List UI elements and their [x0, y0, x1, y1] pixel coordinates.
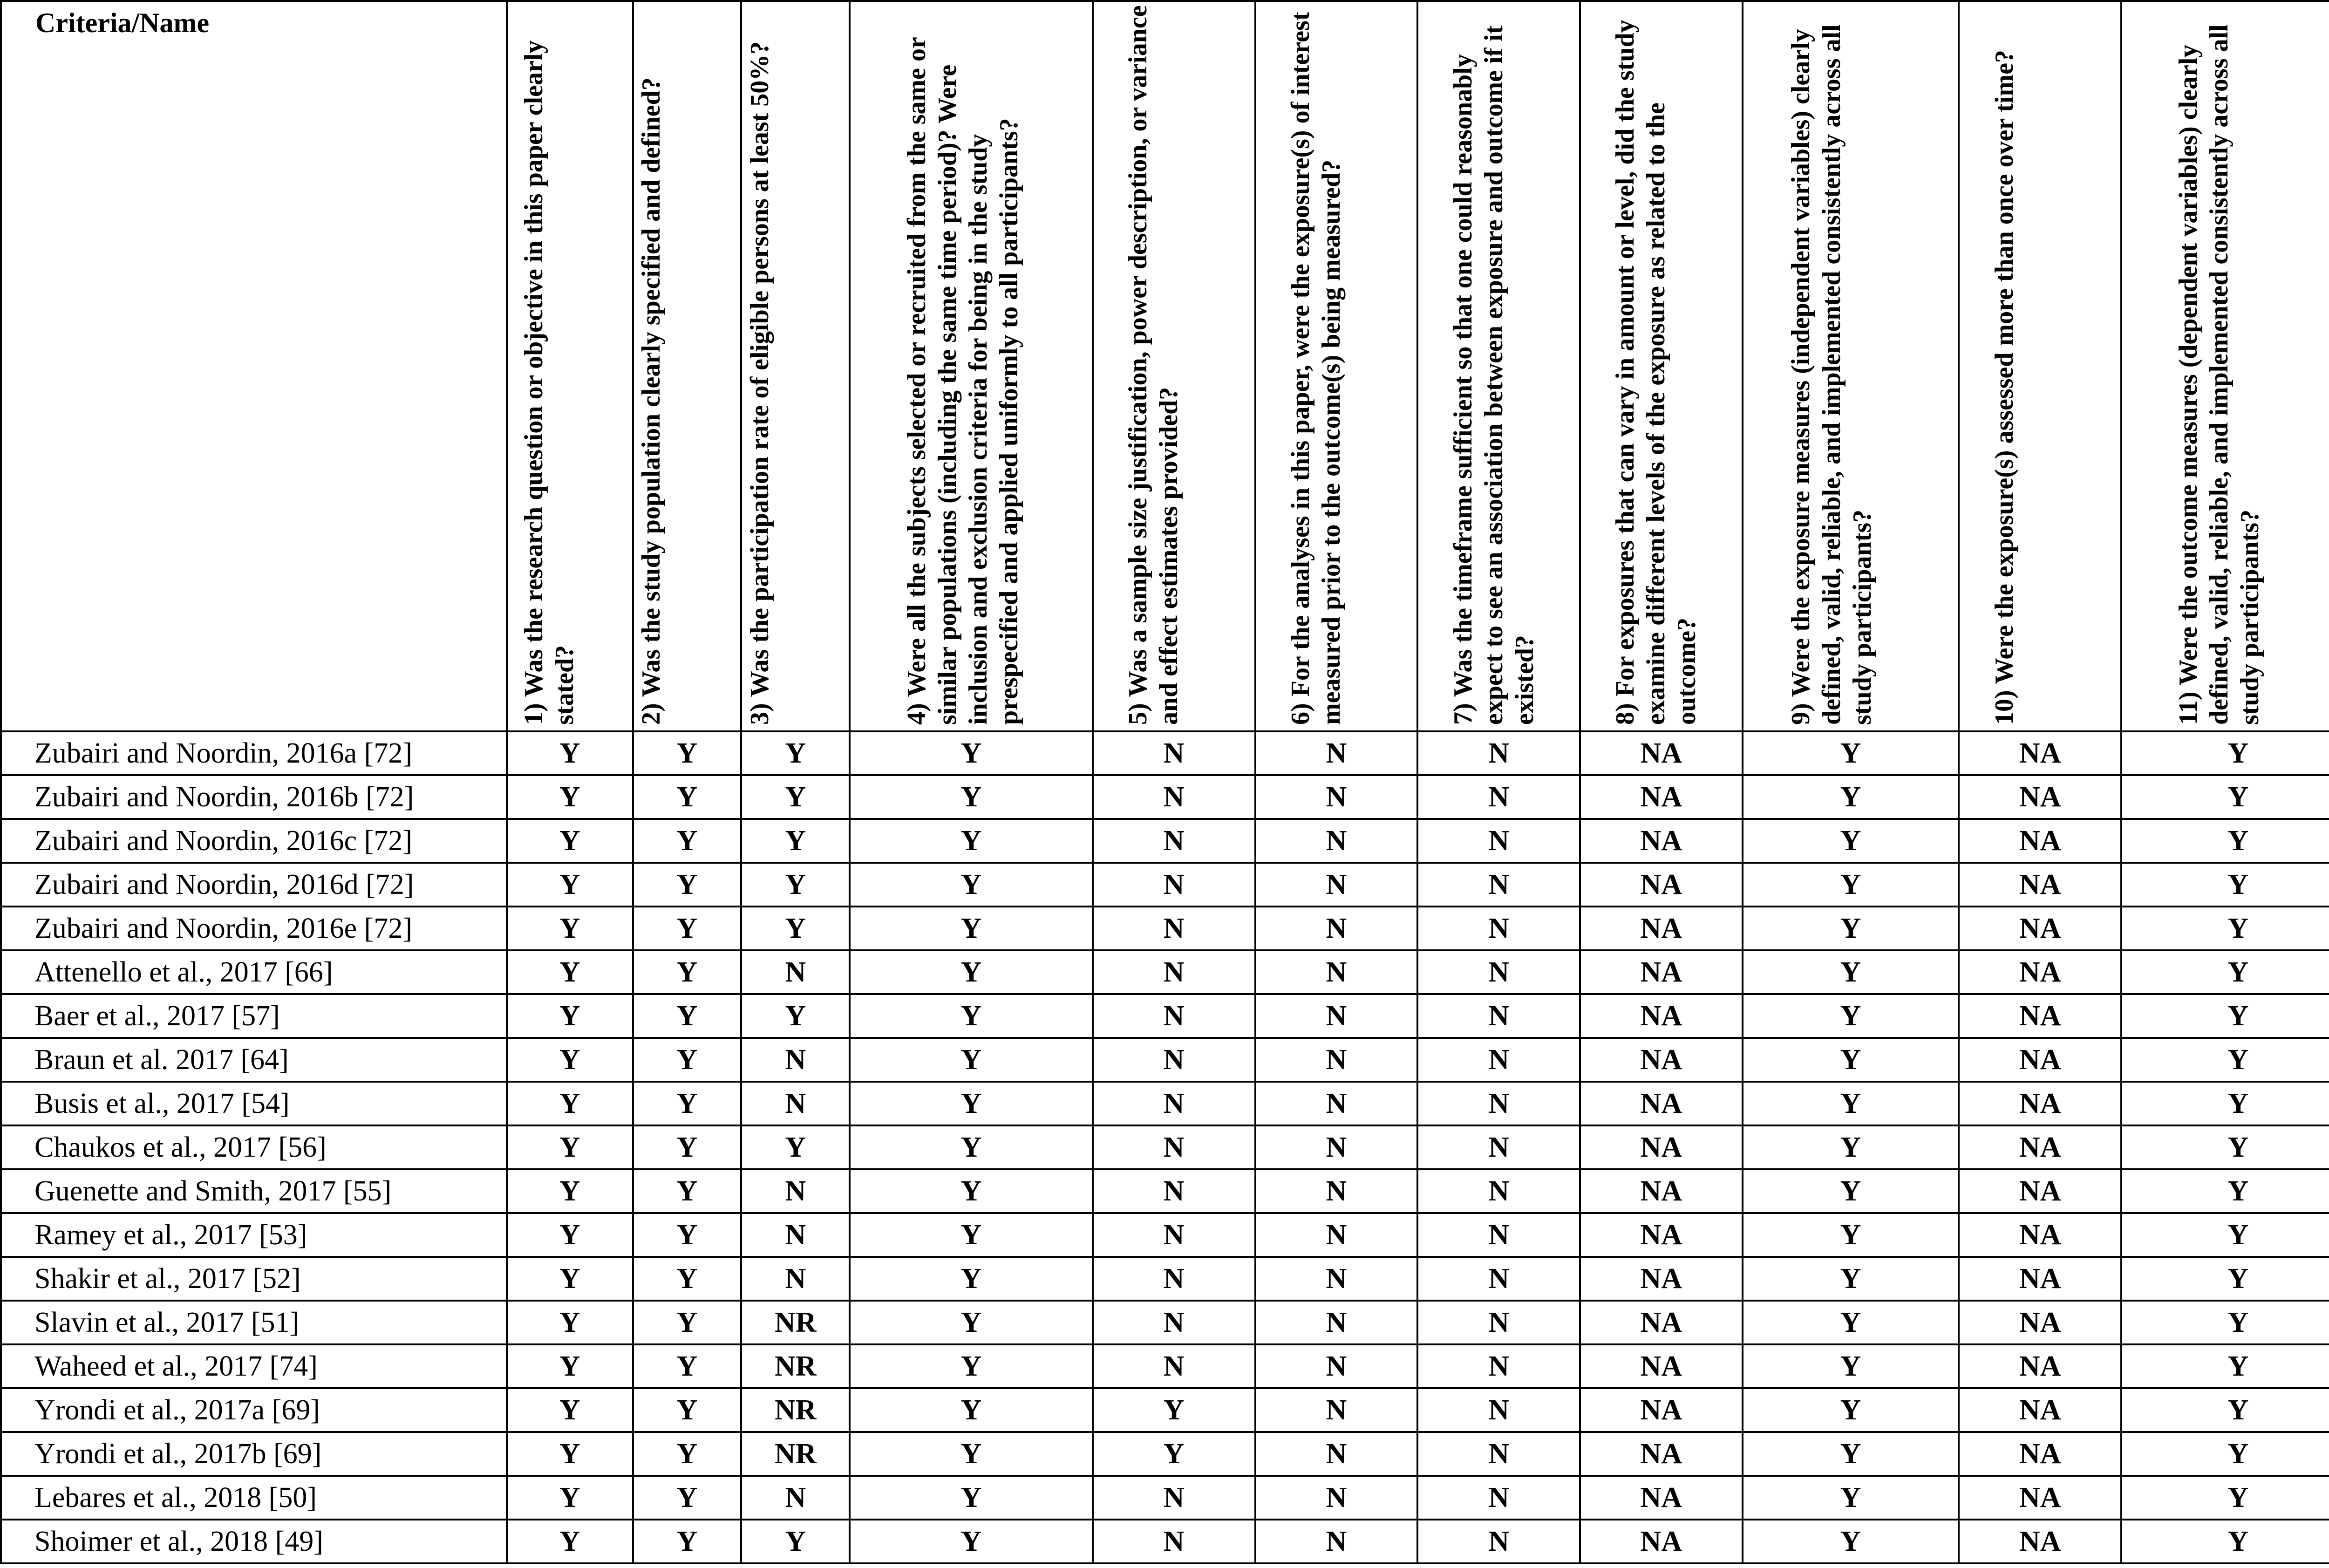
table-row	[1, 1388, 2329, 1432]
cell-value: Y	[507, 1344, 633, 1388]
cell-value: Y	[507, 1432, 633, 1476]
cell-value: Y	[507, 731, 633, 775]
cell-value: N	[1255, 775, 1418, 819]
cell-value: N	[1255, 1125, 1418, 1169]
table-row	[1, 819, 2329, 863]
table-row	[1, 1169, 2329, 1213]
question-text: 11) Were the outcome measures (dependent variables) clearly defined, valid, reliable, and implemented consistently across all study participants?	[2173, 24, 2264, 725]
question-header	[2121, 1, 2329, 731]
question-text: 8) For exposures that can vary in amount or level, did the study examine different levels of the exposure as related to the outcome?	[1611, 20, 1702, 725]
cell-value: Y	[2121, 1476, 2329, 1520]
study-name: Lebares et al., 2018 [50]	[1, 1476, 507, 1520]
cell-value: N	[1093, 994, 1255, 1038]
cell-value: Y	[507, 1388, 633, 1432]
cell-value: NA	[1959, 1301, 2121, 1344]
cell-value: N	[1093, 950, 1255, 994]
cell-value: Y	[507, 1169, 633, 1213]
cell-value: Y	[850, 950, 1093, 994]
cell-value: Y	[850, 1301, 1093, 1344]
cell-value: Y	[850, 775, 1093, 819]
question-header	[633, 1, 742, 731]
question-header	[507, 1, 633, 731]
cell-value: Y	[1743, 994, 1959, 1038]
cell-value: NA	[1959, 1125, 2121, 1169]
cell-value: Y	[633, 1082, 742, 1125]
question-header	[1959, 1, 2121, 731]
cell-value: N	[1417, 1038, 1580, 1082]
question-text: 2) Was the study population clearly specified and defined?	[637, 77, 666, 725]
cell-value: Y	[2121, 950, 2329, 994]
cell-value: Y	[507, 950, 633, 994]
cell-value: NA	[1580, 907, 1743, 950]
study-name: Guenette and Smith, 2017 [55]	[1, 1169, 507, 1213]
cell-value: N	[1255, 819, 1418, 863]
cell-value: Y	[633, 1432, 742, 1476]
cell-value: NA	[1959, 994, 2121, 1038]
cell-value: NA	[1959, 950, 2121, 994]
cell-value: Y	[2121, 1388, 2329, 1432]
cell-value: NA	[1580, 950, 1743, 994]
cell-value: N	[1093, 819, 1255, 863]
cell-value: NA	[1580, 1125, 1743, 1169]
cell-value: Y	[850, 1169, 1093, 1213]
study-name: Chaukos et al., 2017 [56]	[1, 1125, 507, 1169]
study-name: Zubairi and Noordin, 2016b [72]	[1, 775, 507, 819]
cell-value: Y	[507, 1038, 633, 1082]
cell-value: N	[1093, 1520, 1255, 1563]
cell-value: Y	[633, 1169, 742, 1213]
cell-value: N	[1255, 950, 1418, 994]
cell-value: Y	[507, 1520, 633, 1563]
cell-value: Y	[2121, 1301, 2329, 1344]
cell-value: NA	[1959, 1213, 2121, 1257]
study-name: Attenello et al., 2017 [66]	[1, 950, 507, 994]
table-row	[1, 1344, 2329, 1388]
cell-value: Y	[850, 994, 1093, 1038]
cell-value: Y	[507, 1082, 633, 1125]
question-header	[850, 1, 1093, 731]
study-name: Shoimer et al., 2018 [49]	[1, 1520, 507, 1563]
cell-value: N	[741, 1169, 850, 1213]
cell-value: N	[1255, 1257, 1418, 1301]
cell-value: NA	[1959, 907, 2121, 950]
cell-value: Y	[633, 907, 742, 950]
cell-value: N	[741, 1257, 850, 1301]
corner-label: Criteria/Name	[35, 7, 210, 38]
cell-value: NA	[1959, 1388, 2121, 1432]
cell-value: N	[1093, 1082, 1255, 1125]
cell-value: NA	[1580, 775, 1743, 819]
cell-value: Y	[507, 819, 633, 863]
cell-value: NA	[1959, 1082, 2121, 1125]
cell-value: Y	[850, 1388, 1093, 1432]
cell-value: NA	[1959, 1257, 2121, 1301]
cell-value: Y	[633, 863, 742, 907]
question-header	[1580, 1, 1743, 731]
cell-value: Y	[1743, 863, 1959, 907]
question-text: 6) For the analyses in this paper, were the exposure(s) of interest measured prior to the outcome(s) being measured?	[1286, 12, 1346, 725]
cell-value: NA	[1959, 731, 2121, 775]
cell-value: Y	[1743, 1125, 1959, 1169]
cell-value: NA	[1580, 863, 1743, 907]
cell-value: N	[1417, 1125, 1580, 1169]
cell-value: N	[1417, 1476, 1580, 1520]
study-name: Yrondi et al., 2017b [69]	[1, 1432, 507, 1476]
cell-value: N	[1417, 1213, 1580, 1257]
table-row	[1, 907, 2329, 950]
cell-value: N	[1255, 863, 1418, 907]
cell-value: Y	[850, 1082, 1093, 1125]
cell-value: Y	[850, 1432, 1093, 1476]
cell-value: Y	[850, 1213, 1093, 1257]
cell-value: Y	[741, 1125, 850, 1169]
cell-value: N	[741, 1213, 850, 1257]
cell-value: N	[1417, 907, 1580, 950]
cell-value: N	[1255, 1388, 1418, 1432]
cell-value: N	[1255, 1213, 1418, 1257]
table-row	[1, 1082, 2329, 1125]
question-text: 5) Was a sample size justification, power description, or variance and effect estimates provided?	[1124, 5, 1184, 725]
cell-value: NA	[1580, 1432, 1743, 1476]
cell-value: NA	[1959, 1520, 2121, 1563]
cell-value: Y	[2121, 1082, 2329, 1125]
cell-value: Y	[850, 1344, 1093, 1388]
cell-value: Y	[2121, 819, 2329, 863]
cell-value: Y	[1743, 775, 1959, 819]
cell-value: Y	[633, 1520, 742, 1563]
cell-value: N	[1093, 1169, 1255, 1213]
cell-value: Y	[633, 1344, 742, 1388]
cell-value: Y	[850, 1520, 1093, 1563]
cell-value: Y	[850, 819, 1093, 863]
cell-value: Y	[507, 1301, 633, 1344]
cell-value: Y	[2121, 775, 2329, 819]
cell-value: N	[1093, 731, 1255, 775]
cell-value: Y	[633, 1476, 742, 1520]
cell-value: N	[1093, 907, 1255, 950]
table-row	[1, 950, 2329, 994]
cell-value: N	[1417, 1344, 1580, 1388]
cell-value: N	[1093, 775, 1255, 819]
question-header	[1743, 1, 1959, 731]
table-row	[1, 1432, 2329, 1476]
cell-value: Y	[850, 907, 1093, 950]
table-row	[1, 1213, 2329, 1257]
cell-value: Y	[2121, 863, 2329, 907]
cell-value: N	[741, 1082, 850, 1125]
cell-value: Y	[633, 1125, 742, 1169]
cell-value: N	[741, 1038, 850, 1082]
table-row	[1, 1257, 2329, 1301]
cell-value: Y	[507, 994, 633, 1038]
cell-value: Y	[633, 775, 742, 819]
question-text: 9) Were the exposure measures (independent variables) clearly defined, valid, reliable, and implemented consistently across all study participants?	[1786, 24, 1877, 725]
cell-value: Y	[633, 1301, 742, 1344]
cell-value: N	[1255, 1520, 1418, 1563]
study-name: Waheed et al., 2017 [74]	[1, 1344, 507, 1388]
table-row	[1, 1520, 2329, 1563]
cell-value: Y	[850, 1476, 1093, 1520]
cell-value: N	[1417, 1520, 1580, 1563]
cell-value: NA	[1580, 1520, 1743, 1563]
cell-value: Y	[1743, 950, 1959, 994]
cell-value: Y	[741, 1520, 850, 1563]
cell-value: N	[1093, 1344, 1255, 1388]
cell-value: N	[1255, 1432, 1418, 1476]
cell-value: Y	[633, 1388, 742, 1432]
cell-value: Y	[507, 1125, 633, 1169]
cell-value: Y	[633, 1257, 742, 1301]
cell-value: Y	[507, 1476, 633, 1520]
cell-value: Y	[1743, 1344, 1959, 1388]
cell-value: NR	[741, 1301, 850, 1344]
cell-value: Y	[741, 731, 850, 775]
table-row	[1, 1476, 2329, 1520]
cell-value: NA	[1580, 1082, 1743, 1125]
cell-value: NA	[1580, 819, 1743, 863]
cell-value: N	[1417, 994, 1580, 1038]
cell-value: N	[1255, 907, 1418, 950]
study-name: Zubairi and Noordin, 2016a [72]	[1, 731, 507, 775]
cell-value: NA	[1959, 863, 2121, 907]
cell-value: N	[1093, 863, 1255, 907]
cell-value: Y	[2121, 1344, 2329, 1388]
table-row	[1, 731, 2329, 775]
table-row	[1, 775, 2329, 819]
study-name: Braun et al. 2017 [64]	[1, 1038, 507, 1082]
cell-value: Y	[1743, 1388, 1959, 1432]
cell-value: N	[1417, 1388, 1580, 1432]
cell-value: Y	[1743, 819, 1959, 863]
cell-value: Y	[1743, 1520, 1959, 1563]
cell-value: Y	[2121, 1520, 2329, 1563]
table-row	[1, 1125, 2329, 1169]
cell-value: Y	[2121, 907, 2329, 950]
cell-value: Y	[741, 863, 850, 907]
cell-value: N	[1255, 1038, 1418, 1082]
cell-value: Y	[1743, 731, 1959, 775]
criteria-name-header	[1, 1, 507, 731]
study-name: Zubairi and Noordin, 2016d [72]	[1, 863, 507, 907]
question-header	[1093, 1, 1255, 731]
cell-value: Y	[1743, 1301, 1959, 1344]
cell-value: N	[1093, 1213, 1255, 1257]
cell-value: Y	[633, 994, 742, 1038]
cell-value: N	[1255, 1476, 1418, 1520]
cell-value: N	[1093, 1476, 1255, 1520]
cell-value: N	[1417, 731, 1580, 775]
cell-value: Y	[1743, 1169, 1959, 1213]
table-row	[1, 1301, 2329, 1344]
study-name: Yrondi et al., 2017a [69]	[1, 1388, 507, 1432]
cell-value: NA	[1580, 731, 1743, 775]
cell-value: Y	[2121, 1213, 2329, 1257]
header-row	[1, 1, 2329, 731]
cell-value: Y	[633, 731, 742, 775]
cell-value: NA	[1959, 1169, 2121, 1213]
question-text: 7) Was the timeframe sufficient so that one could reasonably expect to see an association between exposure and outcome if it existed?	[1448, 25, 1539, 725]
cell-value: NR	[741, 1344, 850, 1388]
question-text: 4) Were all the subjects selected or recruited from the same or similar populations (including the same time period)? Were inclusion and exclusion criteria for being in the study prespecified and applied uniformly to all participants?	[902, 37, 1024, 725]
cell-value: Y	[1743, 1476, 1959, 1520]
cell-value: N	[1255, 1344, 1418, 1388]
cell-value: Y	[507, 1213, 633, 1257]
cell-value: Y	[1743, 1257, 1959, 1301]
cell-value: N	[1255, 731, 1418, 775]
cell-value: NA	[1580, 1344, 1743, 1388]
cell-value: NA	[1580, 1213, 1743, 1257]
question-text: 1) Was the research question or objective in this paper clearly stated?	[519, 40, 579, 725]
cell-value: NA	[1580, 1038, 1743, 1082]
cell-value: N	[1093, 1038, 1255, 1082]
cell-value: Y	[850, 863, 1093, 907]
cell-value: Y	[1743, 907, 1959, 950]
cell-value: NA	[1959, 1038, 2121, 1082]
cell-value: Y	[850, 731, 1093, 775]
cell-value: Y	[507, 907, 633, 950]
cell-value: N	[1255, 1301, 1418, 1344]
study-name: Ramey et al., 2017 [53]	[1, 1213, 507, 1257]
cell-value: Y	[507, 863, 633, 907]
study-name: Zubairi and Noordin, 2016e [72]	[1, 907, 507, 950]
cell-value: Y	[2121, 1169, 2329, 1213]
cell-value: NA	[1580, 1301, 1743, 1344]
cell-value: Y	[741, 907, 850, 950]
cell-value: Y	[507, 1257, 633, 1301]
cell-value: N	[1417, 1169, 1580, 1213]
cell-value: N	[1417, 819, 1580, 863]
cell-value: NA	[1959, 1344, 2121, 1388]
cell-value: Y	[1743, 1082, 1959, 1125]
cell-value: Y	[2121, 1257, 2329, 1301]
question-header	[741, 1, 850, 731]
cell-value: NA	[1580, 1169, 1743, 1213]
cell-value: N	[1417, 863, 1580, 907]
cell-value: Y	[633, 1038, 742, 1082]
cell-value: Y	[741, 819, 850, 863]
cell-value: Y	[507, 775, 633, 819]
cell-value: NA	[1959, 819, 2121, 863]
cell-value: N	[1417, 775, 1580, 819]
cell-value: N	[1093, 1301, 1255, 1344]
cell-value: N	[1417, 1301, 1580, 1344]
cell-value: NA	[1959, 1476, 2121, 1520]
cell-value: NA	[1959, 775, 2121, 819]
cell-value: Y	[741, 994, 850, 1038]
cell-value: Y	[1093, 1432, 1255, 1476]
cell-value: Y	[2121, 994, 2329, 1038]
cell-value: Y	[1743, 1213, 1959, 1257]
cell-value: N	[1255, 1169, 1418, 1213]
cell-value: Y	[1093, 1388, 1255, 1432]
cell-value: Y	[2121, 731, 2329, 775]
study-name: Busis et al., 2017 [54]	[1, 1082, 507, 1125]
cell-value: NA	[1580, 1388, 1743, 1432]
cell-value: N	[1417, 1082, 1580, 1125]
cell-value: Y	[850, 1038, 1093, 1082]
cell-value: Y	[633, 1213, 742, 1257]
cell-value: NA	[1580, 1476, 1743, 1520]
cell-value: N	[1417, 950, 1580, 994]
question-text: 10) Were the exposure(s) assessed more than once over time?	[1989, 49, 2019, 725]
study-name: Shakir et al., 2017 [52]	[1, 1257, 507, 1301]
cell-value: Y	[2121, 1432, 2329, 1476]
cell-value: Y	[850, 1125, 1093, 1169]
cell-value: NR	[741, 1388, 850, 1432]
cell-value: N	[1255, 1082, 1418, 1125]
cell-value: Y	[2121, 1038, 2329, 1082]
table-row	[1, 1038, 2329, 1082]
cell-value: N	[1417, 1257, 1580, 1301]
question-header	[1255, 1, 1418, 731]
cell-value: N	[1417, 1432, 1580, 1476]
cell-value: NA	[1580, 994, 1743, 1038]
cell-value: NA	[1580, 1257, 1743, 1301]
question-text: 3) Was the participation rate of eligible persons at least 50%?	[745, 41, 774, 725]
cell-value: NA	[1959, 1432, 2121, 1476]
cell-value: N	[1093, 1257, 1255, 1301]
cell-value: Y	[1743, 1432, 1959, 1476]
cell-value: Y	[1743, 1038, 1959, 1082]
study-name: Baer et al., 2017 [57]	[1, 994, 507, 1038]
cell-value: N	[1255, 994, 1418, 1038]
cell-value: NR	[741, 1432, 850, 1476]
cell-value: N	[741, 950, 850, 994]
table-row	[1, 994, 2329, 1038]
cell-value: N	[741, 1476, 850, 1520]
study-name: Slavin et al., 2017 [51]	[1, 1301, 507, 1344]
cell-value: Y	[633, 819, 742, 863]
table-row	[1, 863, 2329, 907]
cell-value: N	[1093, 1125, 1255, 1169]
question-header	[1417, 1, 1580, 731]
cell-value: Y	[2121, 1125, 2329, 1169]
cell-value: Y	[741, 775, 850, 819]
cell-value: Y	[850, 1257, 1093, 1301]
cell-value: Y	[633, 950, 742, 994]
study-name: Zubairi and Noordin, 2016c [72]	[1, 819, 507, 863]
